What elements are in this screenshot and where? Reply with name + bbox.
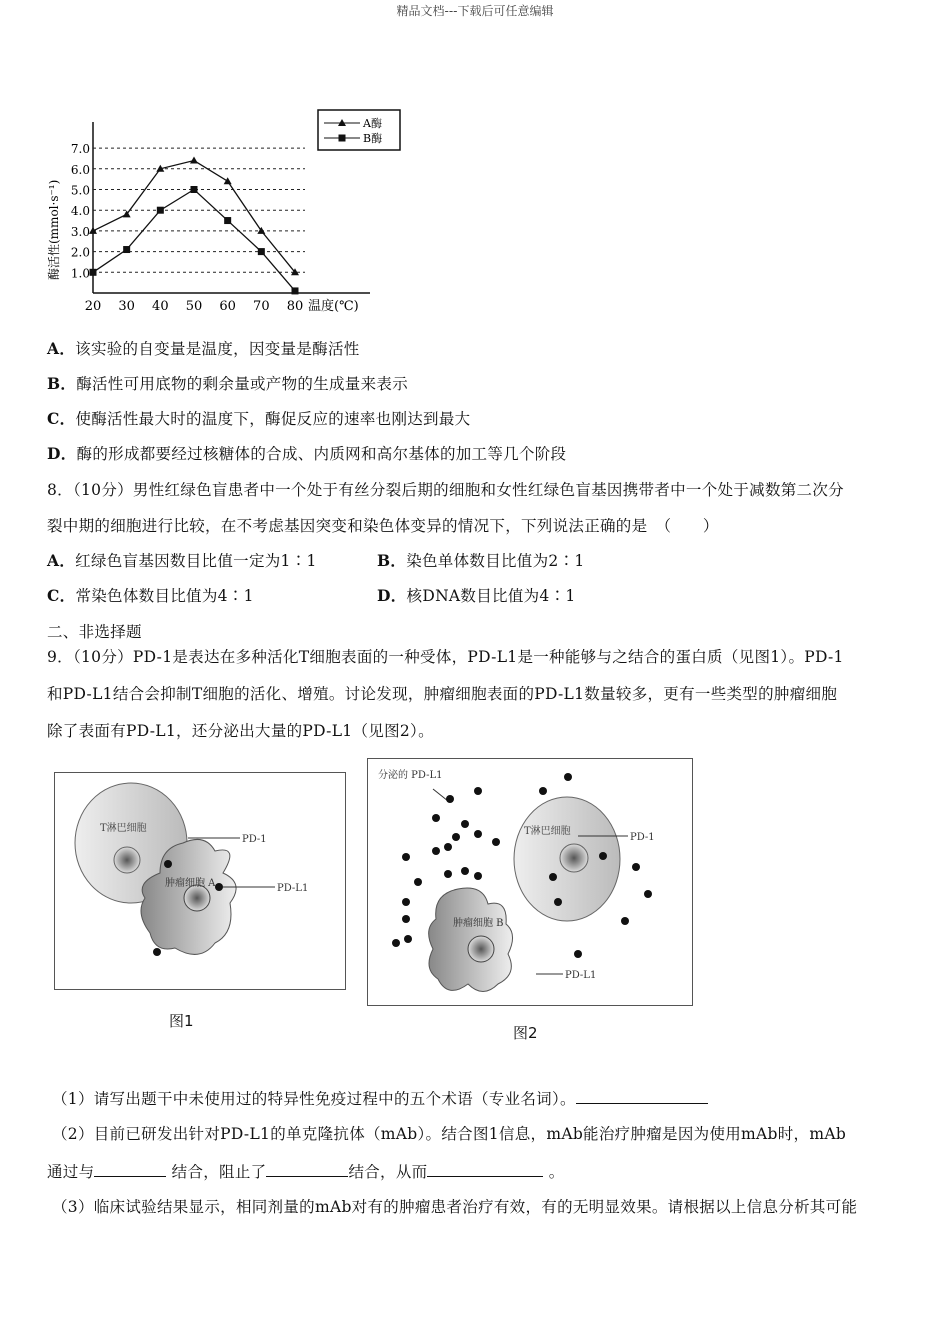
secreted-pdl1-dot [564, 773, 572, 781]
secreted-pdl1-dot [461, 820, 469, 828]
y-tick-label: 1.0 [70, 266, 90, 281]
legend-marker [339, 135, 346, 142]
nucleus [560, 844, 588, 872]
pdl1-label: PD-L1 [277, 883, 309, 894]
y-tick-label: 5.0 [70, 183, 90, 198]
secreted-pdl1-dot [446, 795, 454, 803]
x-axis-label: 温度(℃) [308, 299, 359, 314]
data-point [190, 157, 198, 164]
secreted-pdl1-dot [644, 890, 652, 898]
figure-1-diagram [55, 773, 345, 989]
secreted-pdl1-dot [599, 852, 607, 860]
secreted-pdl1-dot [402, 898, 410, 906]
option-letter: C． [47, 409, 76, 428]
option-8a [47, 549, 317, 571]
y-tick-label: 2.0 [70, 245, 90, 260]
answer-blank[interactable] [427, 1162, 543, 1177]
enzyme-activity-chart [40, 100, 420, 320]
option-letter: C． [47, 586, 76, 605]
nucleus [114, 847, 140, 873]
secreted-pdl1-dot [444, 843, 452, 851]
data-point [157, 207, 164, 214]
text: 通过与 [47, 1163, 95, 1181]
secreted-pdl1-dot [402, 915, 410, 923]
tumor-cell-label: 肿瘤细胞 A [165, 878, 216, 889]
option-letter: D． [377, 586, 407, 605]
secreted-pdl1-dot [574, 950, 582, 958]
sub-question-1 [52, 1087, 708, 1109]
x-tick-label: 20 [84, 299, 102, 314]
x-tick-label: 60 [219, 299, 236, 314]
y-tick-label: 6.0 [70, 162, 90, 177]
answer-blank[interactable] [576, 1089, 708, 1104]
x-tick-label: 70 [253, 299, 270, 314]
figure-2 [367, 758, 693, 1006]
option-text: 红绿色盲基因数目比值一定为1∶1 [75, 552, 317, 570]
figure-2-diagram [368, 759, 692, 1005]
option-8b [377, 549, 585, 571]
secreted-pdl1-dot [432, 814, 440, 822]
secreted-pdl1-dot [539, 787, 547, 795]
secreted-pdl1-dot [621, 917, 629, 925]
option-text: 染色单体数目比值为2∶1 [406, 552, 585, 570]
t-cell-label: T淋巴细胞 [100, 823, 147, 834]
option-8d [377, 584, 576, 606]
secreted-pdl1-label: 分泌的 PD-L1 [378, 770, 443, 781]
option-text: 常染色体数目比值为4∶1 [75, 587, 254, 605]
q8-line1: 8．（10分）男性红绿色盲患者中一个处于有丝分裂后期的细胞和女性红绿色盲基因携带者中一个处于减数第二次分 [47, 481, 844, 499]
pd1-label: PD-1 [630, 832, 655, 843]
data-point [257, 227, 265, 234]
t-cell-label: T淋巴细胞 [524, 826, 571, 837]
x-tick-label: 50 [185, 299, 203, 314]
y-tick-label: 7.0 [70, 142, 90, 157]
text: 。 [548, 1163, 565, 1181]
page-header: 精品文档---下载后可任意编辑 [396, 4, 554, 18]
sub-question-2-line1: （2）目前已研发出针对PD-L1的单克隆抗体（mAb）。结合图1信息，mAb能治疗肿瘤是因为使用mAb时，mAb [52, 1125, 847, 1143]
secreted-pdl1-dot [452, 833, 460, 841]
data-point [224, 177, 232, 184]
pd1-label: PD-1 [242, 834, 267, 845]
section-heading: 二、非选择题 [47, 623, 142, 641]
option-letter: B． [377, 551, 407, 570]
x-tick-label: 30 [118, 299, 135, 314]
secreted-pdl1-dot [444, 870, 452, 878]
tumor-cell-label: 肿瘤细胞 B [453, 918, 504, 929]
pdl1-label: PD-L1 [565, 970, 597, 981]
secreted-pdl1-dot [554, 898, 562, 906]
y-tick-label: 3.0 [70, 224, 90, 239]
option-7d [47, 442, 566, 464]
sub-question-2-line2 [47, 1160, 565, 1182]
y-tick-label: 4.0 [70, 204, 90, 219]
secreted-pdl1-dot [549, 873, 557, 881]
secreted-pdl1-dot [432, 847, 440, 855]
data-point [90, 269, 97, 276]
x-tick-label: 80 [286, 299, 304, 314]
tumor-cell [429, 888, 513, 992]
q9-line2: 和PD-L1结合会抑制T细胞的活化、增殖。讨论发现，肿瘤细胞表面的PD-L1数量较多，更有一些类型的肿瘤细胞 [47, 685, 838, 703]
sub-question-3: （3）临床试验结果显示，相同剂量的mAb对有的肿瘤患者治疗有效，有的无明显效果。请根据以上信息分析其可能 [52, 1198, 858, 1216]
secreted-pdl1-dot [461, 867, 469, 875]
figure-2-caption: 图2 [513, 1024, 538, 1042]
option-text: 使酶活性最大时的温度下，酶促反应的速率也刚达到最大 [75, 410, 471, 428]
option-text: 该实验的自变量是温度，因变量是酶活性 [75, 340, 360, 358]
data-point [123, 246, 130, 253]
option-text: 核DNA数目比值为4∶1 [406, 587, 576, 605]
option-7b [47, 372, 408, 394]
legend-box [318, 110, 400, 150]
option-8c [47, 584, 254, 606]
secreted-pdl1-dot [474, 787, 482, 795]
y-axis-label: 酶活性(mmol·s⁻¹) [47, 179, 61, 280]
q8-line2: 裂中期的细胞进行比较，在不考虑基因突变和染色体变异的情况下，下列说法正确的是 （ ） [47, 517, 719, 535]
data-point [292, 287, 299, 294]
answer-blank[interactable] [266, 1162, 348, 1177]
data-point [191, 186, 198, 193]
option-text: 酶的形成都要经过核糖体的合成、内质网和高尔基体的加工等几个阶段 [76, 445, 567, 463]
text: 结合，从而 [348, 1163, 428, 1181]
secreted-pdl1-dot [492, 838, 500, 846]
figure-1 [54, 772, 346, 990]
sub1-text: （1）请写出题干中未使用过的特异性免疫过程中的五个术语（专业名词）。 [52, 1090, 576, 1108]
x-tick-label: 40 [152, 299, 169, 314]
option-letter: A． [47, 339, 76, 358]
option-7a [47, 337, 360, 359]
option-7c [47, 407, 470, 429]
secreted-pdl1-dot [414, 878, 422, 886]
option-text: 酶活性可用底物的剩余量或产物的生成量来表示 [76, 375, 409, 393]
q9-line3: 除了表面有PD-L1，还分泌出大量的PD-L1（见图2）。 [47, 722, 434, 740]
legend-label: B酶 [363, 132, 383, 145]
option-letter: D． [47, 444, 77, 463]
secreted-pdl1-dot [404, 935, 412, 943]
secreted-pdl1-dot [392, 939, 400, 947]
data-point [224, 217, 231, 224]
secreted-pdl1-dot [474, 872, 482, 880]
legend-label: A酶 [363, 117, 382, 130]
data-point [258, 248, 265, 255]
figure-1-caption: 图1 [169, 1012, 194, 1030]
secreted-pdl1-dot [402, 853, 410, 861]
answer-blank[interactable] [94, 1162, 166, 1177]
text: 结合，阻止了 [171, 1163, 267, 1181]
series-line-1 [93, 190, 295, 291]
option-letter: B． [47, 374, 77, 393]
secreted-pdl1-dot [632, 863, 640, 871]
nucleus [468, 936, 494, 962]
secreted-pdl1-dot [474, 830, 482, 838]
q9-line1: 9．（10分）PD-1是表达在多种活化T细胞表面的一种受体，PD-L1是一种能够与之结合的蛋白质（见图1）。PD-1 [47, 648, 844, 666]
option-letter: A． [47, 551, 76, 570]
